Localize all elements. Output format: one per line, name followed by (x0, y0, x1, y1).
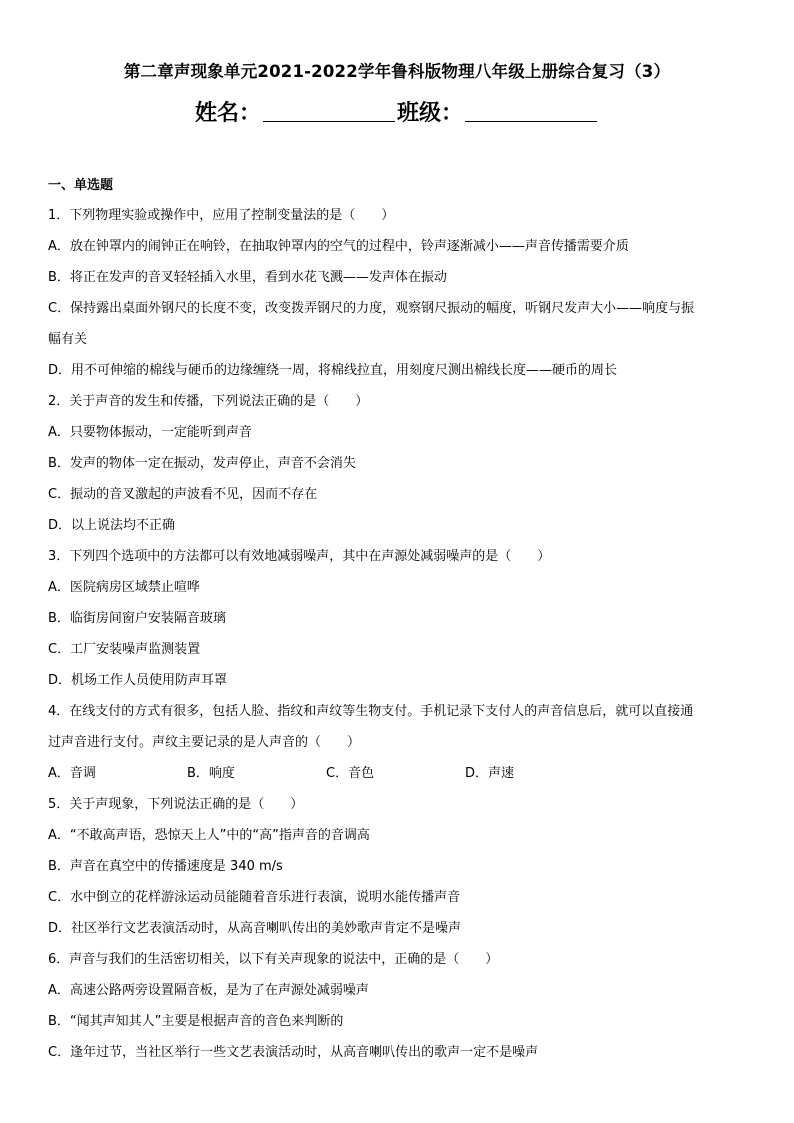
question-6-option-c: C．逢年过节，当社区举行一些文艺表演活动时，从高音喇叭传出的歌声一定不是噪声 (48, 1045, 539, 1060)
page-title: 第二章声现象单元2021-2022学年鲁科版物理八年级上册综合复习（3） (123, 62, 671, 81)
question-6-option-b: B．“闻其声知其人”主要是根据声音的音色来判断的 (48, 1014, 344, 1029)
question-2-stem: 2．关于声音的发生和传播，下列说法正确的是（ ） (48, 394, 369, 409)
question-1-option-d: D．用不可伸缩的棉线与硬币的边缘缠绕一周，将棉线拉直，用刻度尺测出棉线长度——硬币的周长 (48, 363, 618, 378)
name-blank[interactable] (263, 101, 395, 122)
question-4-stem-cont: 过声音进行支付。声纹主要记录的是人声音的（ ） (48, 735, 361, 750)
student-info-line (0, 96, 794, 127)
question-1-option-b: B．将正在发声的音叉轻轻插入水里，看到水花飞溅——发声体在振动 (48, 270, 447, 285)
class-label: 班级： (397, 101, 464, 126)
question-5-option-d: D．社区举行文艺表演活动时，从高音喇叭传出的美妙歌声肯定不是噪声 (48, 921, 462, 936)
question-4-option-b: B．响度 (187, 766, 235, 781)
question-2-option-d: D．以上说法均不正确 (48, 518, 176, 533)
question-3-option-d: D．机场工作人员使用防声耳罩 (48, 673, 228, 688)
section-heading: 一、单选题 (48, 178, 114, 193)
question-5-option-c: C．水中倒立的花样游泳运动员能随着音乐进行表演，说明水能传播声音 (48, 890, 461, 905)
question-4-option-a: A．音调 (48, 766, 96, 781)
question-5-option-a: A．“不敢高声语，恐惊天上人”中的“高”指声音的音调高 (48, 828, 370, 843)
question-2-option-c: C．振动的音叉激起的声波看不见，因而不存在 (48, 487, 318, 502)
question-6-stem: 6．声音与我们的生活密切相关，以下有关声现象的说法中，正确的是（ ） (48, 952, 499, 967)
question-3-option-c: C．工厂安装噪声监测装置 (48, 642, 201, 657)
question-4-option-c: C．音色 (326, 766, 375, 781)
question-2-option-a: A．只要物体振动，一定能听到声音 (48, 425, 252, 440)
question-1-stem: 1．下列物理实验或操作中，应用了控制变量法的是（ ） (48, 208, 395, 223)
question-6-option-a: A．高速公路两旁设置隔音板，是为了在声源处减弱噪声 (48, 983, 369, 998)
question-1-option-c: C．保持露出桌面外钢尺的长度不变，改变拨弄钢尺的力度，观察钢尺振动的幅度，听钢尺发声大小——响度与振 (48, 301, 695, 316)
question-4-options (48, 758, 746, 789)
question-5-stem: 5．关于声现象，下列说法正确的是（ ） (48, 797, 304, 812)
class-blank[interactable] (465, 101, 597, 122)
question-3-option-a: A．医院病房区域禁止喧哗 (48, 580, 200, 595)
question-4-option-d: D．声速 (465, 766, 515, 781)
question-3-stem: 3．下列四个选项中的方法都可以有效地减弱噪声，其中在声源处减弱噪声的是（ ） (48, 549, 551, 564)
question-list (48, 200, 746, 1068)
question-2-option-b: B．发声的物体一定在振动，发声停止，声音不会消失 (48, 456, 356, 471)
question-3-option-b: B．临街房间窗户安装隔音玻璃 (48, 611, 226, 626)
name-label: 姓名： (194, 101, 261, 126)
question-4-stem: 4．在线支付的方式有很多，包括人脸、指纹和声纹等生物支付。手机记录下支付人的声音信息后，就可以直接通 (48, 704, 694, 719)
question-5-option-b: B．声音在真空中的传播速度是 340 m/s (48, 859, 283, 874)
question-1-option-c-cont: 幅有关 (48, 332, 88, 347)
question-1-option-a: A．放在钟罩内的闹钟正在响铃，在抽取钟罩内的空气的过程中，铃声逐渐减小——声音传播需要介质 (48, 239, 629, 254)
